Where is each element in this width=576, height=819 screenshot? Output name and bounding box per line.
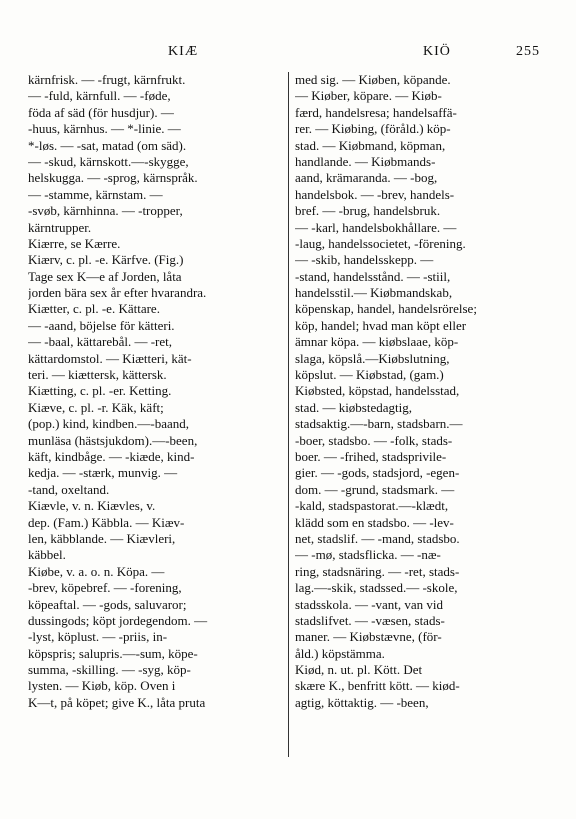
text-line: kättardomstol. — Kiætteri, kät-: [28, 350, 192, 366]
text-line: helskugga. — -sprog, kärnspråk.: [28, 170, 198, 186]
text-line: — Kiøber, köpare. — Kiøb-: [295, 88, 442, 104]
text-line: Kiærre, se Kærre.: [28, 235, 121, 251]
text-line: len, käbblande. — Kiævleri,: [28, 530, 176, 546]
text-line: köpspris; salupris.—-sum, köpe-: [28, 645, 198, 661]
text-line: kärntrupper.: [28, 219, 92, 235]
text-line: föda af säd (för husdjur). —: [28, 104, 174, 120]
text-line: lysten. — Kiøb, köp. Oven i: [28, 678, 176, 694]
text-line: Tage sex K—e af Jorden, låta: [28, 268, 182, 284]
text-line: klädd som en stadsbo. — -lev-: [295, 514, 454, 530]
text-line: — -baal, kättarebål. — -ret,: [28, 334, 173, 350]
text-line: maner. — Kiøbstævne, (för-: [295, 629, 442, 645]
text-line: stadsskola. — -vant, van vid: [295, 596, 444, 612]
text-line: jorden bära sex år efter hvarandra.: [28, 285, 207, 301]
text-line: — -skud, kärnskott.—-skygge,: [28, 153, 189, 169]
text-line: munläsa (hästsjukdom).—-been,: [28, 432, 198, 448]
text-line: — -mø, stadsflicka. — -næ-: [295, 547, 441, 563]
text-line: åld.) köpstämma.: [295, 645, 385, 661]
right-column: [295, 72, 553, 711]
text-line: stad. — kiøbstedagtig,: [295, 399, 412, 415]
text-line: -svøb, kärnhinna. — -tropper,: [28, 203, 183, 219]
text-line: Kiøbsted, köpstad, handelsstad,: [295, 383, 460, 399]
text-line: lag.—-skik, stadssed.— -skole,: [295, 580, 458, 596]
text-line: K—t, på köpet; give K., låta pruta: [28, 694, 206, 710]
text-line: handelsstil.— Kiøbmandskab,: [295, 285, 453, 301]
text-line: kärnfrisk. — -frugt, kärnfrukt.: [28, 72, 186, 87]
text-line: Kiævle, v. n. Kiævles, v.: [28, 498, 156, 514]
text-line: stadsaktig.—-barn, stadsbarn.—: [295, 416, 463, 432]
text-line: -stand, handelsstånd. — -stiil,: [295, 268, 451, 284]
text-line: — -aand, böjelse för kätteri.: [28, 317, 175, 333]
text-line: -boer, stadsbo. — -folk, stads-: [295, 432, 453, 448]
text-line: gier. — -gods, stadsjord, -egen-: [295, 465, 460, 481]
text-line: köpeaftal. — -gods, saluvaror;: [28, 596, 187, 612]
text-line: rer. — Kiøbing, (föråld.) köp-: [295, 121, 451, 137]
header-center-word: KIÖ: [423, 44, 451, 59]
text-line: (pop.) kind, kindben.—-baand,: [28, 416, 190, 432]
text-line: dep. (Fam.) Käbbla. — Kiæv-: [28, 514, 185, 530]
text-line: Kiøbe, v. a. o. n. Köpa. —: [28, 563, 165, 579]
text-line: teri. — kiættersk, kättersk.: [28, 367, 167, 383]
text-line: käft, kindbåge. — -kiæde, kind-: [28, 448, 195, 464]
text-line: færd, handelsresa; handelsaffä-: [295, 104, 457, 120]
text-line: stadslifvet. — -væsen, stads-: [295, 612, 445, 628]
text-line: — -karl, handelsbokhållare. —: [295, 219, 457, 235]
text-line: net, stadslif. — -mand, stadsbo.: [295, 530, 460, 546]
text-line: bref. — -brug, handelsbruk.: [295, 203, 441, 219]
text-line: med sig. — Kiøben, köpande.: [295, 72, 451, 87]
header-left-word: KIÆ: [168, 44, 199, 59]
text-line: -tand, oxeltand.: [28, 481, 110, 497]
text-line: -kald, stadspastorat.—-klædt,: [295, 498, 449, 514]
text-line: *-løs. — -sat, matad (om säd).: [28, 137, 187, 153]
text-line: ring, stadsnäring. — -ret, stads-: [295, 563, 460, 579]
column-divider: [288, 72, 289, 757]
text-line: -brev, köpebref. — -forening,: [28, 580, 182, 596]
text-line: dussingods; köpt jordegendom. —: [28, 612, 208, 628]
text-line: slaga, köpslå.—Kiøbslutning,: [295, 350, 450, 366]
text-line: handelsbok. — -brev, handels-: [295, 186, 455, 202]
text-line: -laug, handelssocietet, -förening.: [295, 235, 466, 251]
text-line: köpenskap, handel, handelsrörelse;: [295, 301, 477, 317]
text-line: — -skib, handelsskepp. —: [295, 252, 434, 268]
text-line: Kiæve, c. pl. -r. Käk, käft;: [28, 399, 164, 415]
text-line: agtig, köttaktig. — -been,: [295, 694, 429, 710]
text-line: — -stamme, kärnstam. —: [28, 186, 163, 202]
page-number: 255: [516, 44, 540, 59]
text-line: handlande. — Kiøbmands-: [295, 153, 436, 169]
text-line: aand, krämaranda. — -bog,: [295, 170, 438, 186]
left-column: [28, 72, 286, 711]
text-line: — -fuld, kärnfull. — -føde,: [28, 88, 171, 104]
text-line: Kiærv, c. pl. -e. Kärfve. (Fig.): [28, 252, 184, 268]
text-line: skære K., benfritt kött. — kiød-: [295, 678, 460, 694]
text-line: kedja. — -stærk, munvig. —: [28, 465, 178, 481]
text-line: dom. — -grund, stadsmark. —: [295, 481, 455, 497]
text-line: Kiød, n. ut. pl. Kött. Det: [295, 662, 423, 678]
text-line: köp, handel; hvad man köpt eller: [295, 317, 467, 333]
text-line: -huus, kärnhus. — *-linie. —: [28, 121, 181, 137]
text-line: köpslut. — Kiøbstad, (gam.): [295, 367, 444, 383]
text-line: stad. — Kiøbmand, köpman,: [295, 137, 446, 153]
text-line: -lyst, köplust. — -priis, in-: [28, 629, 168, 645]
text-line: Kiætting, c. pl. -er. Ketting.: [28, 383, 172, 399]
text-line: ämnar köpa. — kiøbslaae, köp-: [295, 334, 459, 350]
text-line: Kiætter, c. pl. -e. Kättare.: [28, 301, 160, 317]
text-line: käbbel.: [28, 547, 66, 563]
text-line: summa, -skilling. — -syg, köp-: [28, 662, 191, 678]
running-header: [28, 44, 546, 64]
text-line: boer. — -frihed, stadsprivile-: [295, 448, 447, 464]
